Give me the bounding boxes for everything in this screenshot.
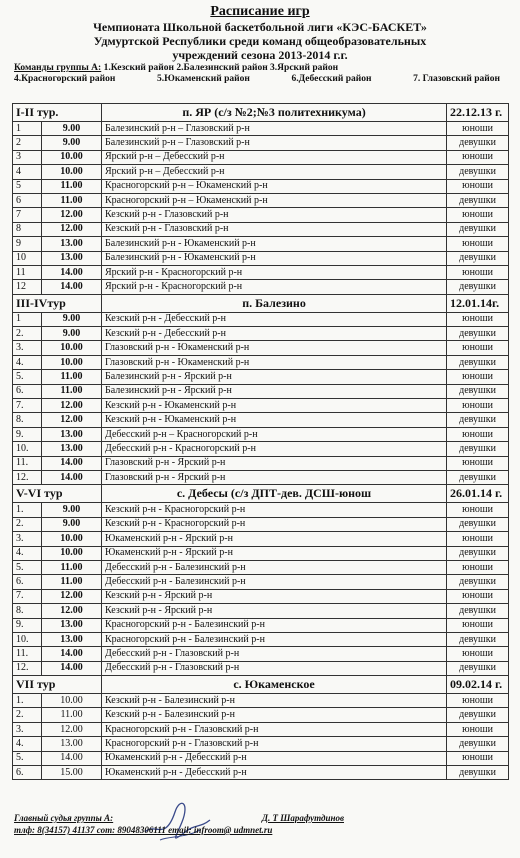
game-time: 11.00 (42, 560, 102, 574)
document-header (0, 4, 520, 62)
group-teams-line-2 (14, 74, 520, 85)
game-matchup: Красногорский р-н – Юкаменский р-н (102, 179, 447, 193)
game-matchup: Дебесский р-н - Балезинский р-н (102, 575, 447, 589)
game-category: девушки (447, 327, 509, 341)
game-time: 12.00 (42, 604, 102, 618)
game-number: 1. (13, 503, 42, 517)
game-row (13, 165, 509, 179)
game-time: 9.00 (42, 327, 102, 341)
game-number: 4 (13, 165, 42, 179)
game-row (13, 341, 509, 355)
game-matchup: Кезский р-н - Ярский р-н (102, 589, 447, 603)
schedule-page (0, 4, 520, 858)
team-4: 4.Красногорский район (14, 74, 116, 84)
game-row (13, 751, 509, 765)
game-row (13, 737, 509, 751)
game-time: 13.00 (42, 618, 102, 632)
game-number: 10. (13, 632, 42, 646)
game-category: девушки (447, 737, 509, 751)
game-category: девушки (447, 766, 509, 780)
game-matchup: Красногорский р-н - Глазовский р-н (102, 737, 447, 751)
tour-date: 26.01.14 г. (447, 485, 509, 503)
game-matchup: Глазовский р-н - Юкаменский р-н (102, 355, 447, 369)
game-number: 1 (13, 122, 42, 136)
tour-header-row (13, 294, 509, 312)
game-matchup: Красногорский р-н – Юкаменский р-н (102, 193, 447, 207)
schedule-table (12, 103, 509, 780)
game-number: 7. (13, 589, 42, 603)
game-time: 10.00 (42, 150, 102, 164)
game-time: 11.00 (42, 384, 102, 398)
game-category: девушки (447, 355, 509, 369)
game-number: 12. (13, 661, 42, 675)
game-row (13, 532, 509, 546)
tour-place: с. Юкаменское (102, 676, 447, 694)
game-row (13, 427, 509, 441)
game-time: 12.00 (42, 208, 102, 222)
game-matchup: Ярский р-н – Дебесский р-н (102, 150, 447, 164)
game-time: 12.00 (42, 399, 102, 413)
subtitle-line-2: Удмуртской Республики среди команд общеобразовательных (93, 34, 427, 48)
subtitle-line-3: учреждений сезона 2013-2014 г.г. (172, 48, 348, 62)
game-number: 11 (13, 265, 42, 279)
game-matchup: Дебесский р-н - Глазовский р-н (102, 647, 447, 661)
game-row (13, 546, 509, 560)
game-row (13, 722, 509, 736)
game-row (13, 442, 509, 456)
game-number: 3. (13, 341, 42, 355)
game-number: 11. (13, 647, 42, 661)
game-row (13, 265, 509, 279)
game-category: юноши (447, 618, 509, 632)
team-7: 7. Глазовский район (413, 74, 500, 84)
subtitle-line-1: Чемпионата Школьной баскетбольной лиги «КЭС-БАСКЕТ» (93, 20, 427, 34)
game-matchup: Глазовский р-н - Ярский р-н (102, 456, 447, 470)
game-matchup: Кезский р-н - Красногорский р-н (102, 517, 447, 531)
game-row (13, 312, 509, 326)
game-number: 5 (13, 179, 42, 193)
game-matchup: Балезинский р-н - Юкаменский р-н (102, 237, 447, 251)
game-row (13, 280, 509, 294)
game-category: юноши (447, 722, 509, 736)
tour-name: III-IVтур (13, 294, 102, 312)
game-time: 11.00 (42, 575, 102, 589)
game-row (13, 237, 509, 251)
game-number: 7. (13, 399, 42, 413)
tour-header-row (13, 485, 509, 503)
game-category: девушки (447, 165, 509, 179)
tour-name: VII тур (13, 676, 102, 694)
game-matchup: Балезинский р-н - Ярский р-н (102, 384, 447, 398)
game-row (13, 694, 509, 708)
game-row (13, 517, 509, 531)
tour-header-row (13, 104, 509, 122)
judge-line (14, 812, 344, 824)
game-row (13, 632, 509, 646)
game-time: 13.00 (42, 442, 102, 456)
game-time: 11.00 (42, 179, 102, 193)
game-row (13, 647, 509, 661)
game-matchup: Красногорский р-н - Балезинский р-н (102, 618, 447, 632)
game-matchup: Красногорский р-н - Балезинский р-н (102, 632, 447, 646)
game-matchup: Кезский р-н - Дебесский р-н (102, 327, 447, 341)
game-number: 10. (13, 442, 42, 456)
game-row (13, 708, 509, 722)
game-category: девушки (447, 442, 509, 456)
game-category: юноши (447, 694, 509, 708)
game-category: девушки (447, 384, 509, 398)
game-category: юноши (447, 427, 509, 441)
game-number: 1. (13, 694, 42, 708)
game-time: 14.00 (42, 751, 102, 765)
game-category: девушки (447, 413, 509, 427)
game-time: 13.00 (42, 427, 102, 441)
group-teams-line-1 (14, 63, 520, 74)
game-time: 9.00 (42, 503, 102, 517)
game-category: девушки (447, 517, 509, 531)
game-matchup: Дебесский р-н – Красногорский р-н (102, 427, 447, 441)
game-category: юноши (447, 399, 509, 413)
game-row (13, 122, 509, 136)
game-time: 9.00 (42, 136, 102, 150)
game-matchup: Ярский р-н - Красногорский р-н (102, 280, 447, 294)
game-time: 14.00 (42, 456, 102, 470)
game-category: юноши (447, 456, 509, 470)
game-time: 9.00 (42, 122, 102, 136)
game-category: юноши (447, 589, 509, 603)
game-time: 11.00 (42, 370, 102, 384)
game-category: юноши (447, 370, 509, 384)
game-row (13, 179, 509, 193)
game-time: 12.00 (42, 589, 102, 603)
game-category: юноши (447, 208, 509, 222)
game-time: 11.00 (42, 708, 102, 722)
game-number: 9. (13, 618, 42, 632)
game-time: 9.00 (42, 517, 102, 531)
game-matchup: Кезский р-н - Красногорский р-н (102, 503, 447, 517)
game-matchup: Кезский р-н - Ярский р-н (102, 604, 447, 618)
game-number: 2. (13, 327, 42, 341)
game-category: девушки (447, 708, 509, 722)
game-number: 3. (13, 532, 42, 546)
game-row (13, 766, 509, 780)
game-time: 13.00 (42, 251, 102, 265)
game-matchup: Кезский р-н - Юкаменский р-н (102, 413, 447, 427)
game-number: 6. (13, 766, 42, 780)
game-time: 12.00 (42, 413, 102, 427)
tour-header-row (13, 676, 509, 694)
game-category: юноши (447, 150, 509, 164)
tour-date: 22.12.13 г. (447, 104, 509, 122)
game-row (13, 327, 509, 341)
game-matchup: Кезский р-н - Юкаменский р-н (102, 399, 447, 413)
game-category: девушки (447, 470, 509, 484)
game-category: девушки (447, 136, 509, 150)
contacts: тлф: 8(34157) 41137 сот: 89048306111 email: infroom@ udmnet.ru (14, 825, 273, 835)
game-number: 12 (13, 280, 42, 294)
game-category: юноши (447, 122, 509, 136)
game-row (13, 150, 509, 164)
game-time: 11.00 (42, 193, 102, 207)
tour-name: V-VI тур (13, 485, 102, 503)
game-number: 8. (13, 604, 42, 618)
game-category: юноши (447, 751, 509, 765)
game-time: 10.00 (42, 532, 102, 546)
game-number: 11. (13, 456, 42, 470)
game-row (13, 384, 509, 398)
tour-place: п. Балезино (102, 294, 447, 312)
game-matchup: Глазовский р-н - Ярский р-н (102, 470, 447, 484)
game-matchup: Юкаменский р-н - Дебесский р-н (102, 751, 447, 765)
game-number: 2 (13, 136, 42, 150)
game-category: девушки (447, 193, 509, 207)
game-row (13, 222, 509, 236)
footer (14, 812, 344, 836)
game-number: 3. (13, 722, 42, 736)
game-matchup: Кезский р-н - Балезинский р-н (102, 694, 447, 708)
game-time: 13.00 (42, 237, 102, 251)
game-category: юноши (447, 503, 509, 517)
game-row (13, 604, 509, 618)
game-time: 14.00 (42, 470, 102, 484)
tour-date: 12.01.14г. (447, 294, 509, 312)
game-matchup: Балезинский р-н - Юкаменский р-н (102, 251, 447, 265)
game-matchup: Юкаменский р-н - Ярский р-н (102, 546, 447, 560)
game-category: юноши (447, 341, 509, 355)
tour-place: п. ЯР (с/з №2;№3 политехникума) (102, 104, 447, 122)
game-category: девушки (447, 222, 509, 236)
game-time: 15.00 (42, 766, 102, 780)
game-matchup: Балезинский р-н - Ярский р-н (102, 370, 447, 384)
game-row (13, 193, 509, 207)
document-title: Расписание игр (210, 4, 310, 19)
game-category: девушки (447, 575, 509, 589)
game-matchup: Глазовский р-н - Юкаменский р-н (102, 341, 447, 355)
game-time: 10.00 (42, 341, 102, 355)
game-number: 6 (13, 193, 42, 207)
schedule-body (13, 104, 509, 780)
game-number: 9 (13, 237, 42, 251)
game-row (13, 589, 509, 603)
game-category: юноши (447, 647, 509, 661)
game-number: 1 (13, 312, 42, 326)
game-category: девушки (447, 280, 509, 294)
game-matchup: Юкаменский р-н - Дебесский р-н (102, 766, 447, 780)
game-row (13, 355, 509, 369)
game-number: 10 (13, 251, 42, 265)
tour-place: с. Дебесы (с/з ДПТ-дев. ДСШ-юнош (102, 485, 447, 503)
game-number: 12. (13, 470, 42, 484)
game-number: 8. (13, 413, 42, 427)
game-row (13, 470, 509, 484)
game-time: 14.00 (42, 661, 102, 675)
game-number: 3 (13, 150, 42, 164)
game-matchup: Дебесский р-н - Балезинский р-н (102, 560, 447, 574)
game-matchup: Кезский р-н - Балезинский р-н (102, 708, 447, 722)
game-row (13, 503, 509, 517)
game-time: 10.00 (42, 165, 102, 179)
game-row (13, 618, 509, 632)
game-matchup: Юкаменский р-н - Ярский р-н (102, 532, 447, 546)
game-time: 10.00 (42, 546, 102, 560)
game-time: 10.00 (42, 355, 102, 369)
group-teams-first: 1.Кезский район 2.Балезинский район 3.Ярский район (101, 63, 339, 73)
game-matchup: Дебесский р-н - Глазовский р-н (102, 661, 447, 675)
judge-label: Главный судья группы А: (14, 813, 114, 823)
game-row (13, 456, 509, 470)
game-time: 14.00 (42, 280, 102, 294)
game-row (13, 208, 509, 222)
tour-name: I-II тур. (13, 104, 102, 122)
game-category: девушки (447, 632, 509, 646)
game-number: 6. (13, 575, 42, 589)
game-number: 5. (13, 370, 42, 384)
game-row (13, 136, 509, 150)
team-5: 5.Юкаменский район (157, 74, 250, 84)
game-category: юноши (447, 265, 509, 279)
tour-date: 09.02.14 г. (447, 676, 509, 694)
game-number: 7 (13, 208, 42, 222)
game-row (13, 413, 509, 427)
game-number: 4. (13, 355, 42, 369)
game-row (13, 560, 509, 574)
game-row (13, 575, 509, 589)
group-teams (0, 63, 520, 85)
game-number: 2. (13, 517, 42, 531)
game-time: 13.00 (42, 632, 102, 646)
game-row (13, 661, 509, 675)
game-matchup: Ярский р-н – Дебесский р-н (102, 165, 447, 179)
game-category: девушки (447, 251, 509, 265)
game-matchup: Красногорский р-н - Глазовский р-н (102, 722, 447, 736)
game-number: 4. (13, 737, 42, 751)
team-6: 6.Дебесский район (291, 74, 372, 84)
game-row (13, 251, 509, 265)
game-number: 4. (13, 546, 42, 560)
game-number: 9. (13, 427, 42, 441)
game-time: 13.00 (42, 737, 102, 751)
game-time: 14.00 (42, 265, 102, 279)
game-number: 5. (13, 751, 42, 765)
game-category: девушки (447, 661, 509, 675)
game-number: 6. (13, 384, 42, 398)
game-category: юноши (447, 312, 509, 326)
game-row (13, 370, 509, 384)
game-matchup: Кезский р-н - Глазовский р-н (102, 222, 447, 236)
game-category: девушки (447, 546, 509, 560)
game-category: юноши (447, 532, 509, 546)
game-time: 12.00 (42, 222, 102, 236)
judge-name: Д. Т Шарафутдинов (261, 813, 344, 823)
game-category: девушки (447, 604, 509, 618)
game-matchup: Кезский р-н - Глазовский р-н (102, 208, 447, 222)
game-time: 9.00 (42, 312, 102, 326)
game-time: 14.00 (42, 647, 102, 661)
game-matchup: Кезский р-н - Дебесский р-н (102, 312, 447, 326)
game-category: юноши (447, 179, 509, 193)
game-number: 2. (13, 708, 42, 722)
game-category: юноши (447, 560, 509, 574)
game-category: юноши (447, 237, 509, 251)
game-number: 8 (13, 222, 42, 236)
game-matchup: Балезинский р-н – Глазовский р-н (102, 122, 447, 136)
game-matchup: Ярский р-н - Красногорский р-н (102, 265, 447, 279)
game-time: 10.00 (42, 694, 102, 708)
group-label: Команды группы А: (14, 63, 102, 73)
game-row (13, 399, 509, 413)
game-number: 5. (13, 560, 42, 574)
game-matchup: Дебесский р-н - Красногорский р-н (102, 442, 447, 456)
game-matchup: Балезинский р-н – Глазовский р-н (102, 136, 447, 150)
game-time: 12.00 (42, 722, 102, 736)
